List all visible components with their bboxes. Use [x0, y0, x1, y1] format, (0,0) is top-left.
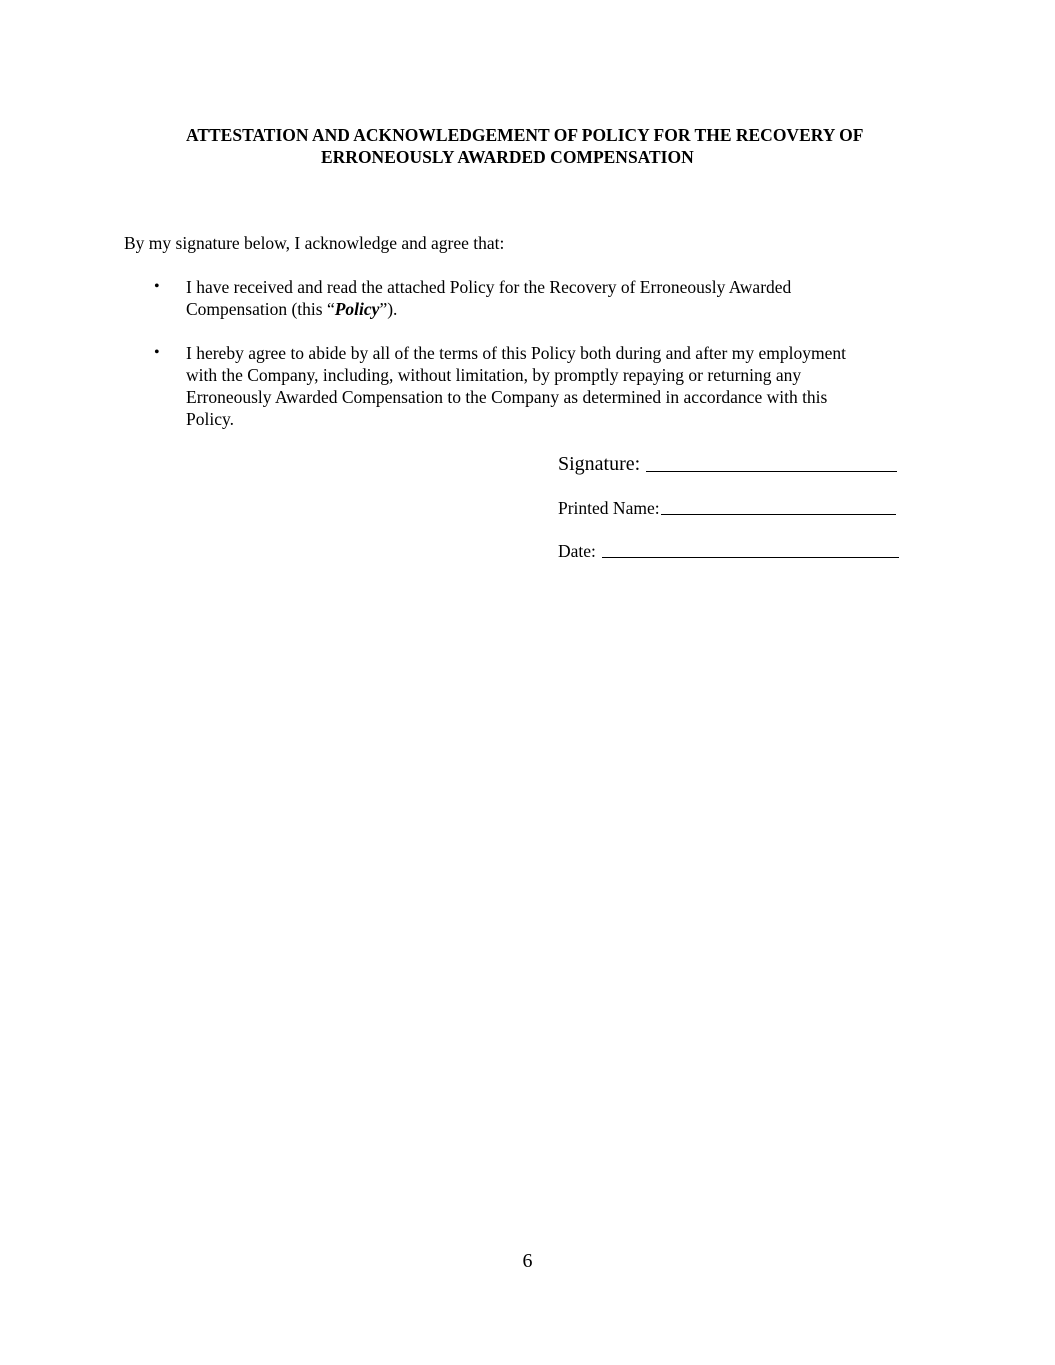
printed-name-label: Printed Name:: [558, 498, 660, 518]
intro-text: By my signature below, I acknowledge and agree that:: [124, 233, 505, 253]
signature-line[interactable]: [646, 471, 897, 472]
bullet-icon: •: [154, 278, 160, 295]
bullet-2-line-2: with the Company, including, without limitation, by promptly repaying or returning any: [186, 365, 802, 385]
bullet-icon: •: [154, 344, 160, 361]
date-line[interactable]: [602, 557, 899, 558]
list-item: [154, 342, 916, 430]
page-number: 6: [522, 1250, 533, 1272]
acknowledgement-list: [154, 276, 916, 452]
date-label: Date:: [558, 541, 596, 561]
title-line-1: ATTESTATION AND ACKNOWLEDGEMENT OF POLICY FOR THE RECOVERY OF: [186, 125, 864, 145]
list-item: [154, 276, 916, 320]
document-title: [186, 124, 946, 168]
printed-name-row: [558, 495, 903, 519]
defined-term-policy: Policy: [334, 299, 380, 319]
signature-block: [558, 448, 903, 562]
signature-row: [558, 448, 903, 476]
bullet-1-line-1: I have received and read the attached Policy for the Recovery of Erroneously Awarded: [186, 277, 792, 297]
title-line-2: ERRONEOUSLY AWARDED COMPENSATION: [321, 147, 694, 167]
printed-name-line[interactable]: [661, 514, 896, 515]
date-row: [558, 538, 903, 562]
signature-label: Signature:: [558, 453, 641, 475]
bullet-1-suffix: ”).: [379, 299, 398, 319]
bullet-2-line-1: I hereby agree to abide by all of the terms of this Policy both during and after my employment: [186, 343, 846, 363]
bullet-1-prefix: Compensation (this “: [186, 299, 335, 319]
bullet-2-line-4: Policy.: [186, 409, 234, 429]
bullet-1-line-2: [186, 298, 916, 320]
bullet-2-line-3: Erroneously Awarded Compensation to the Company as determined in accordance with this: [186, 387, 828, 407]
